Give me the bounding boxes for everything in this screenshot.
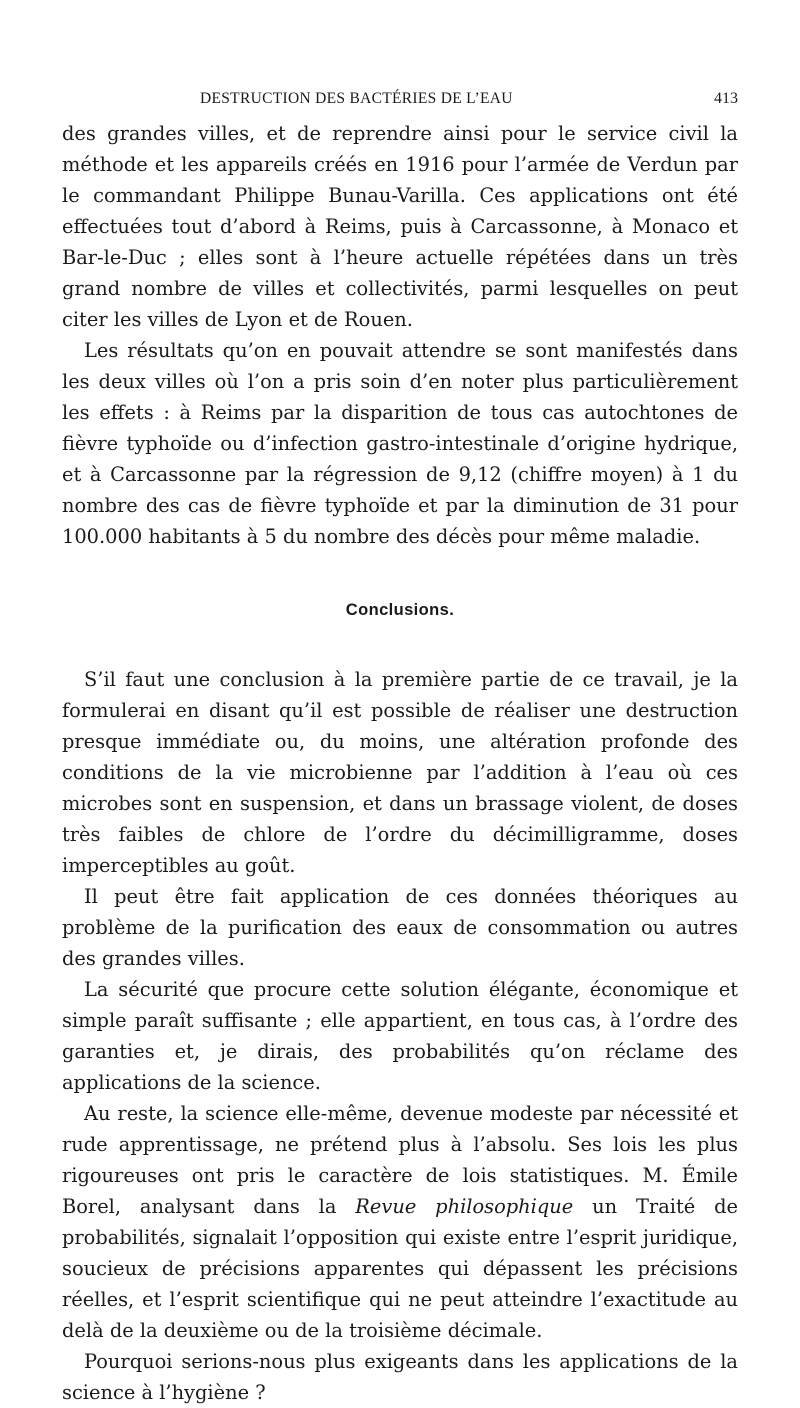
paragraph-conclusion: S’il faut une conclusion à la première partie de ce travail, je la formulerai en disant qu’il est possible de réaliser une destruction presque immédiate ou, du moins, une altération profonde des conditions de la vie microbienne par l’addition à l’eau où ces microbes sont en suspension, et dans un brassage violent, de doses très faibles de chlore de l’ordre du décimilligramme, doses imperceptibles au goût. — [62, 668, 738, 877]
paragraph-security: La sécurité que procure cette solution élégante, économique et simple paraît suffisante ; elle appartient, en tous cas, à l’ordre des garanties et, je dirais, des probabilités qu’on réclame des applications de la science. — [62, 978, 738, 1094]
paragraph-science-text-2: un Traité de probabilités, signalait l’opposition qui existe entre l’esprit juridique, soucieux de précisions apparentes qui dépassent les précisions réelles, et l’esprit scientifique qui ne peut atteindre l’exactitude au delà de la deuxième ou de la troisième décimale. — [62, 1195, 739, 1342]
page-number: 413 — [714, 90, 738, 107]
paragraph-continuation: des grandes villes, et de reprendre ainsi pour le service civil la méthode et les appareils créés en 1916 pour l’armée de Verdun par le commandant Philippe Bunau-Varilla. Ces applications ont été effectuées tout d’abord à Reims, puis à Carcassonne, à Monaco et Bar-le-Duc ; elles sont à l’heure actuelle répétées dans un très grand nombre de villes et collectivités, parmi lesquelles on peut citer les villes de Lyon et de Rouen. — [62, 122, 738, 331]
paragraph-science — [62, 1098, 738, 1346]
paragraph-application: Il peut être fait application de ces données théoriques au problème de la purification des eaux de consommation ou autres des grandes villes. — [62, 885, 738, 970]
paragraph-science-text-1: Au reste, la science elle-même, devenue modeste par nécessité et rude apprentissage, ne prétend plus à l’absolu. Ses lois les plus rigoureuses ont pris le caractère de lois statistiques. M. Émile Borel, analysant dans la — [62, 1102, 738, 1218]
paragraph-question: Pourquoi serions-nous plus exigeants dans les applications de la science à l’hygiène ? — [62, 1350, 738, 1404]
book-page — [62, 78, 738, 1408]
section-title: Conclusions. — [345, 601, 455, 619]
paragraph-results: Les résultats qu’on en pouvait attendre se sont manifestés dans les deux villes où l’on a pris soin d’en noter plus particulièrement les effets : à Reims par la disparition de tous cas autochtones de fièvre typhoïde ou d’infection gastro-intestinale d’origine hydrique, et à Carcassonne par la régression de 9,12 (chiffre moyen) à 1 du nombre des cas de fièvre typhoïde et par la diminution de 31 pour 100.000 habitants à 5 du nombre des décès pour même maladie. — [62, 339, 738, 548]
journal-title: Revue philosophique — [355, 1195, 574, 1218]
running-title: DESTRUCTION DES BACTÉRIES DE L’EAU — [200, 90, 513, 107]
page-header — [62, 78, 738, 118]
